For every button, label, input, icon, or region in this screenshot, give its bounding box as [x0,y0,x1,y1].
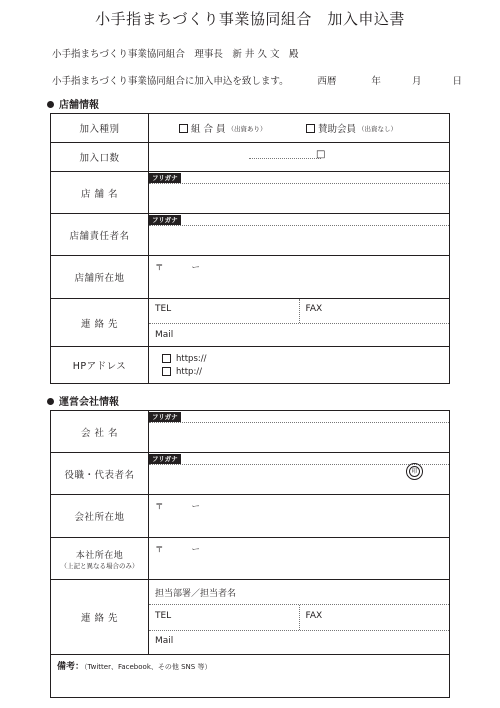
furigana-tag: フリガナ [149,173,181,183]
tel-fax-row [149,299,449,324]
fax-field[interactable]: FAX [299,299,450,323]
company-address-field[interactable] [149,495,450,538]
furigana-row [149,453,449,465]
addressee-line: 小手指まちづくり事業協同組合 理事長 新 井 久 文 殿 [52,49,299,60]
store-manager-label: 店舗責任者名 [51,214,149,256]
hp-address-field [149,347,450,384]
checkbox-icon[interactable] [179,124,188,133]
hp-http-option[interactable]: http:// [162,367,449,377]
company-section-heading: 運営会社情報 [47,393,119,408]
remarks-label: 備考： [57,662,85,672]
representative-field[interactable] [149,453,450,495]
checkbox-icon[interactable] [162,367,171,376]
date-day-label: 日 [452,76,462,87]
company-name-label: 会 社 名 [51,411,149,453]
postal-mark-icon: 〒 [155,263,164,273]
company-info-table [50,410,450,655]
hq-address-note: （上記と異なる場合のみ） [60,561,139,570]
store-address-label: 店舗所在地 [51,256,149,299]
date-fields [307,73,462,87]
tel-field[interactable]: TEL [155,304,172,314]
furigana-row [149,172,449,184]
units-box: □ [316,149,326,160]
option-supporting-member[interactable]: 賛助会員 （出資なし） [306,121,397,135]
store-name-label: 店 舗 名 [51,172,149,214]
units-label: 加入口数 [51,143,149,172]
hq-address-label-cell [51,538,149,580]
furigana-tag: フリガナ [149,412,181,422]
application-statement: 小手指まちづくり事業協同組合に加入申込を致します。 [52,76,289,87]
tel-fax-row [149,605,449,631]
bullet-icon [47,398,54,405]
furigana-tag: フリガナ [149,215,181,225]
remarks-field[interactable] [50,654,450,698]
remarks-note: （Twitter、Facebook、その他 SNS 等） [84,663,212,671]
furigana-row [149,214,449,226]
units-field[interactable] [149,143,450,172]
department-field[interactable]: 担当部署／担当者名 [149,580,449,605]
membership-type-options [149,114,450,143]
hq-address-field[interactable] [149,538,450,580]
tel-field[interactable]: TEL [155,611,172,621]
fax-field[interactable]: FAX [299,605,450,630]
representative-label: 役職・代表者名 [51,453,149,495]
store-info-table [50,113,450,384]
store-name-field[interactable] [149,172,450,214]
mail-field[interactable]: Mail [155,330,174,340]
seal-icon: 印 [406,463,423,480]
store-address-field[interactable] [149,256,450,299]
company-contact-field [149,580,450,655]
date-month-label: 月 [411,76,422,87]
date-year-label: 年 [371,76,381,87]
checkbox-icon[interactable] [306,124,315,133]
company-address-label: 会社所在地 [51,495,149,538]
hp-address-label: HPアドレス [51,347,149,384]
hq-address-label: 本社所在地 [75,550,124,561]
membership-type-label: 加入種別 [51,114,149,143]
postal-code: 〒 ー [155,263,201,273]
furigana-tag: フリガナ [149,454,181,464]
option-regular-member[interactable]: 組 合 員 （出資あり） [179,121,306,135]
store-contact-field [149,299,450,347]
furigana-row [149,411,449,423]
postal-mark-icon: 〒 [155,502,164,512]
application-statement-row [52,73,462,87]
store-contact-label: 連 絡 先 [51,299,149,347]
units-underline [249,158,321,159]
bullet-icon [47,101,54,108]
company-contact-label: 連 絡 先 [51,580,149,655]
store-section-heading: 店舗情報 [47,96,99,111]
company-name-field[interactable] [149,411,450,453]
date-era-label: 西暦 [317,76,337,87]
postal-code: 〒 ー [155,502,201,512]
postal-mark-icon: 〒 [155,545,164,555]
document-title: 小手指まちづくり事業協同組合 加入申込書 [95,10,405,28]
hp-https-option[interactable]: https:// [162,354,449,364]
store-manager-field[interactable] [149,214,450,256]
mail-field[interactable]: Mail [155,636,174,646]
postal-code: 〒 ー [155,545,201,555]
checkbox-icon[interactable] [162,354,171,363]
